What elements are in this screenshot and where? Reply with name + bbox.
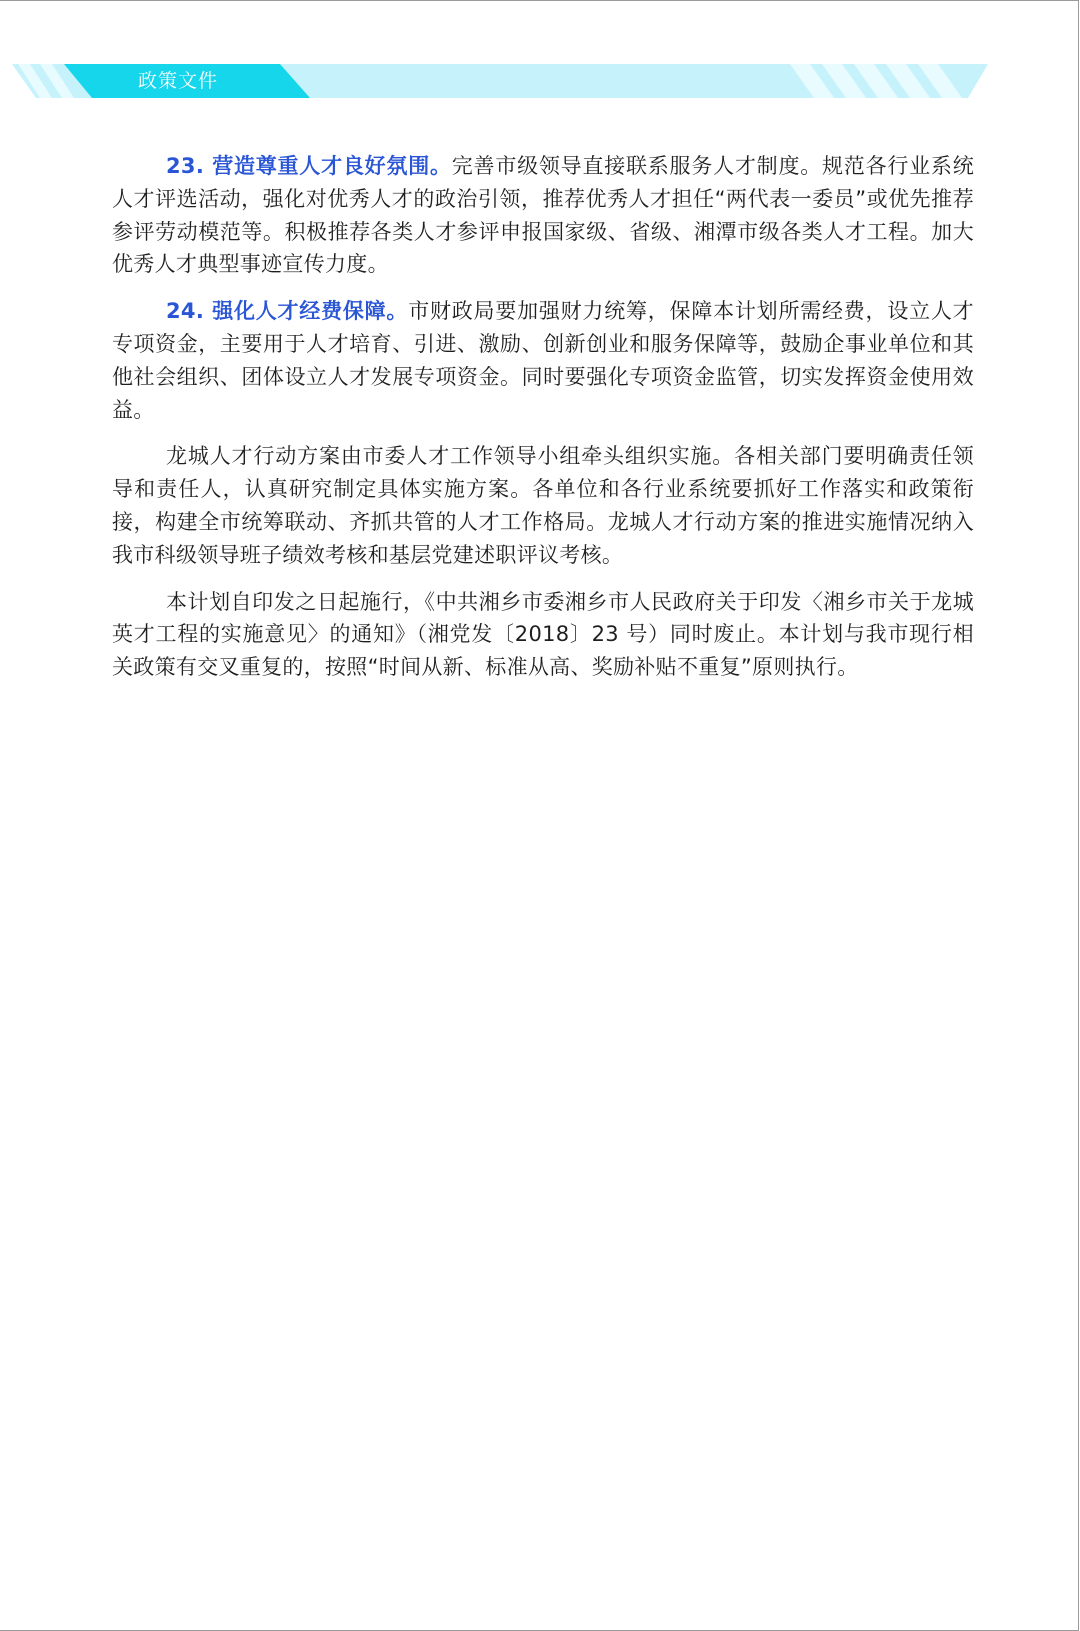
paragraph-heading: 23. 营造尊重人才良好氛围。 [166, 154, 452, 178]
paragraph-24 [112, 295, 974, 426]
paragraph-effective-date [112, 586, 974, 684]
paragraph-text: 本计划自印发之日起施行，《中共湘乡市委湘乡市人民政府关于印发〈湘乡市关于龙城英才工程的实施意见〉的通知》（湘党发〔2018〕23 号）同时废止。本计划与我市现行相关政策有交叉重复的，按照“时间从新、标准从高、奖励补贴不重复”原则执行。 [112, 589, 974, 680]
paragraph-text: 完善市级领导直接联系服务人才制度。规范各行业系统人才评选活动，强化对优秀人才的政治引领，推荐优秀人才担任“两代表一委员”或优先推荐参评劳动模范等。积极推荐各类人才参评申报国家级、省级、湘潭市级各类人才工程。加大优秀人才典型事迹宣传力度。 [112, 154, 974, 277]
document-body [112, 150, 974, 698]
paragraph-implementation [112, 440, 974, 571]
paragraph-23 [112, 150, 974, 281]
paragraph-text: 龙城人才行动方案由市委人才工作领导小组牵头组织实施。各相关部门要明确责任领导和责任人，认真研究制定具体实施方案。各单位和各行业系统要抓好工作落实和政策衔接，构建全市统筹联动、齐抓共管的人才工作格局。龙城人才行动方案的推进实施情况纳入我市科级领导班子绩效考核和基层党建述职评议考核。 [112, 444, 974, 567]
section-title: 政策文件 [138, 70, 219, 92]
paragraph-heading: 24. 强化人才经费保障。 [166, 299, 409, 324]
paragraph-text: 市财政局要加强财力统筹，保障本计划所需经费，设立人才专项资金，主要用于人才培育、引进、激励、创新创业和服务保障等，鼓励企事业单位和其他社会组织、团体设立人才发展专项资金。同时要强化专项资金监管，切实发挥资金使用效益。 [112, 299, 974, 422]
